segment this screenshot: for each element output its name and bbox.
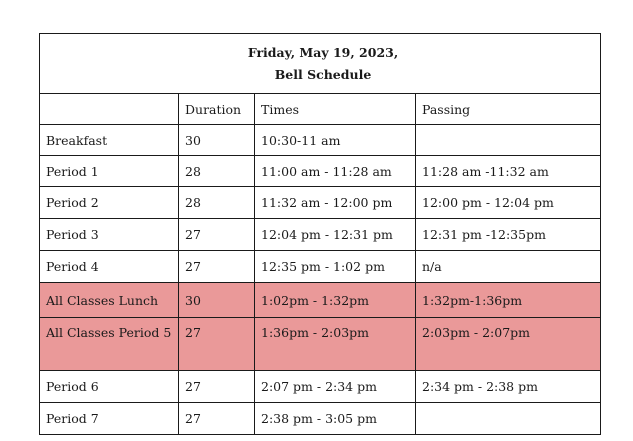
duration-cell: 27 (179, 403, 255, 435)
period-cell: Period 3 (40, 219, 179, 251)
passing-cell: 1:32pm-1:36pm (416, 283, 601, 318)
table-row (40, 156, 601, 187)
bell-schedule-table (39, 33, 601, 435)
table-row (40, 371, 601, 403)
title-row (40, 34, 601, 94)
passing-cell (416, 403, 601, 435)
table-row (40, 251, 601, 283)
header-duration: Duration (179, 94, 255, 125)
passing-cell: 11:28 am -11:32 am (416, 156, 601, 187)
duration-cell: 28 (179, 156, 255, 187)
header-times: Times (255, 94, 416, 125)
passing-cell: 12:00 pm - 12:04 pm (416, 187, 601, 219)
period-cell: Period 6 (40, 371, 179, 403)
passing-cell (416, 125, 601, 156)
title-date: Friday, May 19, 2023, (247, 44, 399, 60)
header-row (40, 94, 601, 125)
header-passing: Passing (416, 94, 601, 125)
times-cell: 12:35 pm - 1:02 pm (255, 251, 416, 283)
table-row-highlighted (40, 318, 601, 371)
passing-cell: 2:34 pm - 2:38 pm (416, 371, 601, 403)
table-row (40, 219, 601, 251)
duration-cell: 30 (179, 283, 255, 318)
schedule-title (40, 34, 601, 94)
table-row-highlighted (40, 283, 601, 318)
times-cell: 12:04 pm - 12:31 pm (255, 219, 416, 251)
duration-cell: 27 (179, 318, 255, 371)
times-cell: 2:07 pm - 2:34 pm (255, 371, 416, 403)
duration-cell: 30 (179, 125, 255, 156)
period-cell: All Classes Period 5 (40, 318, 179, 371)
period-cell: Period 2 (40, 187, 179, 219)
period-cell: All Classes Lunch (40, 283, 179, 318)
passing-cell: 12:31 pm -12:35pm (416, 219, 601, 251)
duration-cell: 27 (179, 251, 255, 283)
passing-cell: 2:03pm - 2:07pm (416, 318, 601, 371)
passing-cell: n/a (416, 251, 601, 283)
header-period (40, 94, 179, 125)
times-cell: 11:32 am - 12:00 pm (255, 187, 416, 219)
times-cell: 11:00 am - 11:28 am (255, 156, 416, 187)
period-cell: Period 1 (40, 156, 179, 187)
title-label: Bell Schedule (274, 66, 372, 82)
times-cell: 1:02pm - 1:32pm (255, 283, 416, 318)
duration-cell: 27 (179, 219, 255, 251)
duration-cell: 28 (179, 187, 255, 219)
table-row (40, 187, 601, 219)
period-cell: Period 4 (40, 251, 179, 283)
times-cell: 10:30-11 am (255, 125, 416, 156)
duration-cell: 27 (179, 371, 255, 403)
times-cell: 1:36pm - 2:03pm (255, 318, 416, 371)
table-row (40, 403, 601, 435)
period-cell: Period 7 (40, 403, 179, 435)
period-cell: Breakfast (40, 125, 179, 156)
table-row (40, 125, 601, 156)
times-cell: 2:38 pm - 3:05 pm (255, 403, 416, 435)
